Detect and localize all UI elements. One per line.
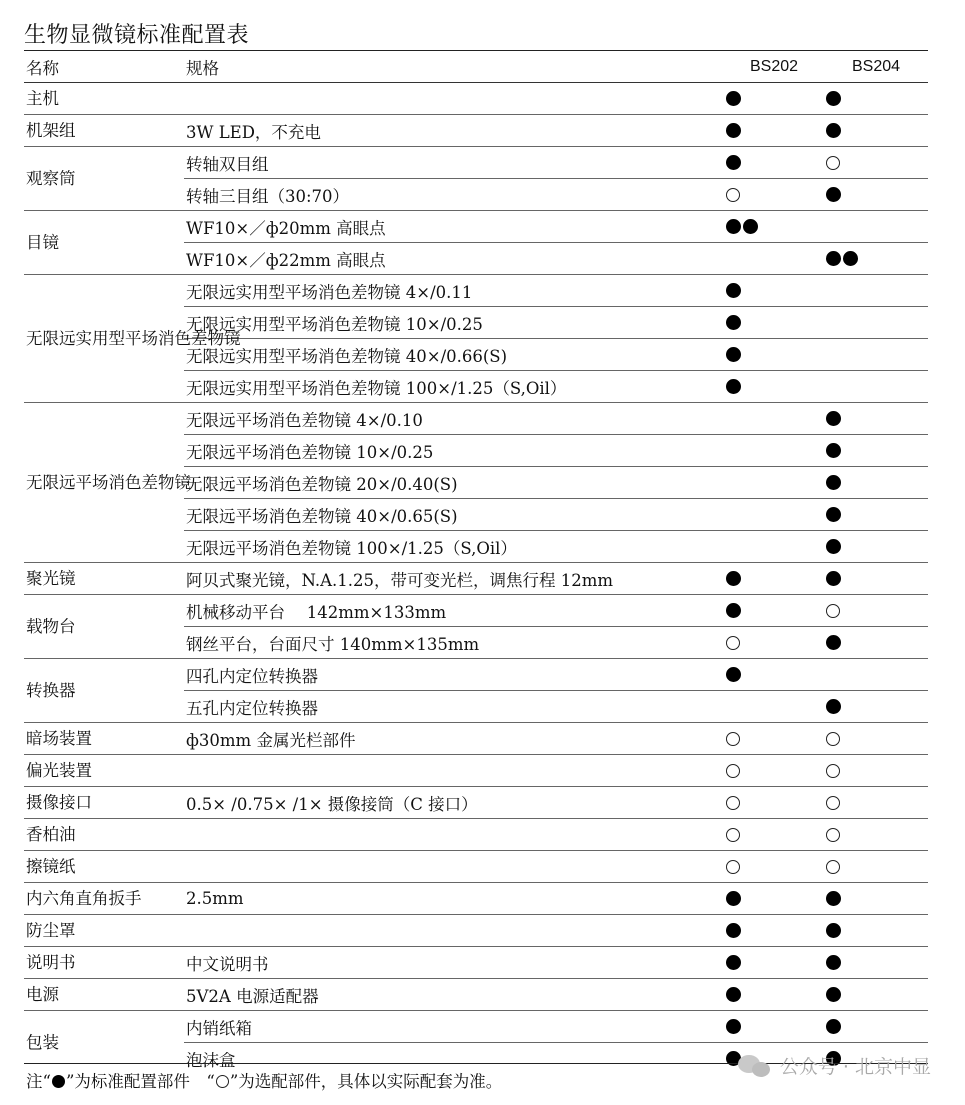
bs204-mark: [824, 851, 928, 883]
standard-dot-icon: [726, 987, 741, 1002]
table-row: [24, 115, 928, 147]
table-header-row: [24, 51, 928, 83]
bs202-mark: [724, 211, 824, 243]
standard-dot-icon: [743, 219, 758, 234]
bs202-mark: [724, 915, 824, 947]
item-spec: 无限远实用型平场消色差物镜 4×/0.11: [184, 275, 724, 307]
item-name: 机架组: [24, 115, 184, 147]
table-row: [24, 723, 928, 755]
bs202-mark: [724, 339, 824, 371]
watermark-text: 公众号 · 北京中显: [779, 1056, 931, 1078]
bs202-mark: [724, 531, 824, 563]
header-spec: 规格: [184, 51, 724, 83]
item-spec: 机械移动平台 142mm×133mm: [184, 595, 724, 627]
table-row: [24, 979, 928, 1011]
bs204-mark: [824, 787, 928, 819]
optional-circle-icon: [726, 764, 740, 778]
item-spec: [184, 755, 724, 787]
standard-dot-icon: [843, 251, 858, 266]
table-row: [24, 755, 928, 787]
bs204-mark: [824, 531, 928, 563]
bs202-mark: [724, 243, 824, 275]
wechat-icon: [738, 1053, 772, 1079]
bs202-mark: [724, 979, 824, 1011]
standard-dot-icon: [826, 91, 841, 106]
standard-dot-icon: [726, 955, 741, 970]
footnote-prefix: 注“: [26, 1072, 51, 1091]
bs204-mark: [824, 819, 928, 851]
optional-circle-icon: [216, 1075, 229, 1088]
standard-dot-icon: [826, 411, 841, 426]
bs202-mark: [724, 755, 824, 787]
table-row: [24, 1011, 928, 1043]
item-spec: 无限远平场消色差物镜 100×/1.25（S,Oil）: [184, 531, 724, 563]
item-name: 说明书: [24, 947, 184, 979]
page-title: 生物显微镜标准配置表: [24, 23, 250, 48]
bs202-mark: [724, 179, 824, 211]
optional-circle-icon: [826, 732, 840, 746]
optional-circle-icon: [826, 604, 840, 618]
item-spec: 3W LED，不充电: [184, 115, 724, 147]
table-row: [24, 275, 928, 307]
standard-dot-icon: [826, 475, 841, 490]
item-spec: 阿贝式聚光镜，N.A.1.25，带可变光栏，调焦行程 12mm: [184, 563, 724, 595]
bs204-mark: [824, 371, 928, 403]
standard-dot-icon: [726, 283, 741, 298]
standard-dot-icon: [826, 123, 841, 138]
item-name: 偏光装置: [24, 755, 184, 787]
item-name: 擦镜纸: [24, 851, 184, 883]
item-spec: [184, 819, 724, 851]
bs202-mark: [724, 499, 824, 531]
bs204-mark: [824, 115, 928, 147]
bs202-mark: [724, 563, 824, 595]
table-row: [24, 595, 928, 627]
item-spec: 转轴三目组（30:70）: [184, 179, 724, 211]
watermark: [738, 1052, 931, 1079]
standard-dot-icon: [726, 379, 741, 394]
bs204-mark: [824, 883, 928, 915]
table-row: [24, 915, 928, 947]
item-spec: 2.5mm: [184, 883, 724, 915]
item-name: 暗场装置: [24, 723, 184, 755]
bs204-mark: [824, 563, 928, 595]
bs202-mark: [724, 115, 824, 147]
bs204-mark: [824, 723, 928, 755]
bs202-mark: [724, 723, 824, 755]
bs202-mark: [724, 819, 824, 851]
header-bs204: BS204: [824, 51, 928, 83]
item-name: 载物台: [24, 595, 184, 659]
standard-dot-icon: [826, 923, 841, 938]
bs204-mark: [824, 627, 928, 659]
item-name: 转换器: [24, 659, 184, 723]
optional-circle-icon: [726, 796, 740, 810]
item-spec: 内销纸箱: [184, 1011, 724, 1043]
bs202-mark: [724, 627, 824, 659]
table-row: [24, 83, 928, 115]
bs204-mark: [824, 211, 928, 243]
item-spec: 无限远实用型平场消色差物镜 100×/1.25（S,Oil）: [184, 371, 724, 403]
item-spec: WF10×／ф22mm 高眼点: [184, 243, 724, 275]
standard-dot-icon: [826, 187, 841, 202]
item-name: 内六角直角扳手: [24, 883, 184, 915]
bs204-mark: [824, 275, 928, 307]
table-row: [24, 947, 928, 979]
bs204-mark: [824, 659, 928, 691]
bs202-mark: [724, 595, 824, 627]
bs204-mark: [824, 691, 928, 723]
item-spec: [184, 915, 724, 947]
bs202-mark: [724, 883, 824, 915]
header-bs202: BS202: [724, 51, 824, 83]
optional-circle-icon: [726, 636, 740, 650]
item-spec: 五孔内定位转换器: [184, 691, 724, 723]
item-spec: 中文说明书: [184, 947, 724, 979]
standard-dot-icon: [726, 219, 741, 234]
item-spec: 无限远实用型平场消色差物镜 10×/0.25: [184, 307, 724, 339]
bs204-mark: [824, 83, 928, 115]
item-name: 摄像接口: [24, 787, 184, 819]
item-name: 香柏油: [24, 819, 184, 851]
item-name: 无限远平场消色差物镜: [24, 403, 184, 563]
bs202-mark: [724, 83, 824, 115]
standard-dot-icon: [826, 1019, 841, 1034]
bs202-mark: [724, 467, 824, 499]
item-spec: 钢丝平台，台面尺寸 140mm×135mm: [184, 627, 724, 659]
standard-dot-icon: [726, 155, 741, 170]
item-spec: 四孔内定位转换器: [184, 659, 724, 691]
bs202-mark: [724, 851, 824, 883]
item-spec: 泡沫盒: [184, 1043, 724, 1075]
bs202-mark: [724, 947, 824, 979]
bs204-mark: [824, 595, 928, 627]
bs202-mark: [724, 371, 824, 403]
item-name: 聚光镜: [24, 563, 184, 595]
item-name: 无限远实用型平场消色差物镜: [24, 275, 184, 403]
header-name: 名称: [24, 51, 184, 83]
standard-dot-icon: [826, 635, 841, 650]
item-spec: 无限远平场消色差物镜 20×/0.40(S): [184, 467, 724, 499]
optional-circle-icon: [826, 764, 840, 778]
item-name: 电源: [24, 979, 184, 1011]
bs202-mark: [724, 787, 824, 819]
bs204-mark: [824, 435, 928, 467]
standard-dot-icon: [726, 923, 741, 938]
standard-dot-icon: [826, 539, 841, 554]
standard-dot-icon: [726, 315, 741, 330]
optional-circle-icon: [726, 732, 740, 746]
footnote: [26, 1068, 502, 1092]
table-row: [24, 883, 928, 915]
bs202-mark: [724, 659, 824, 691]
optional-circle-icon: [826, 156, 840, 170]
table-row: [24, 819, 928, 851]
item-spec: 5V2A 电源适配器: [184, 979, 724, 1011]
optional-circle-icon: [726, 828, 740, 842]
bs204-mark: [824, 947, 928, 979]
standard-dot-icon: [726, 891, 741, 906]
standard-dot-icon: [726, 603, 741, 618]
table-row: [24, 403, 928, 435]
optional-circle-icon: [826, 828, 840, 842]
item-spec: ф30mm 金属光栏部件: [184, 723, 724, 755]
item-spec: 无限远平场消色差物镜 40×/0.65(S): [184, 499, 724, 531]
standard-dot-icon: [826, 507, 841, 522]
optional-circle-icon: [826, 796, 840, 810]
item-spec: 转轴双目组: [184, 147, 724, 179]
standard-dot-icon: [52, 1075, 65, 1088]
bs204-mark: [824, 339, 928, 371]
standard-dot-icon: [826, 443, 841, 458]
bs204-mark: [824, 499, 928, 531]
standard-dot-icon: [826, 699, 841, 714]
bs202-mark: [724, 403, 824, 435]
item-name: 防尘罩: [24, 915, 184, 947]
table-row: [24, 659, 928, 691]
footnote-suffix: ”为选配部件，具体以实际配套为准。: [229, 1072, 503, 1091]
standard-dot-icon: [726, 1019, 741, 1034]
footnote-mid: ”为标准配置部件 “: [65, 1072, 215, 1091]
bs202-mark: [724, 691, 824, 723]
item-name: 目镜: [24, 211, 184, 275]
table-row: [24, 787, 928, 819]
optional-circle-icon: [726, 860, 740, 874]
bs204-mark: [824, 915, 928, 947]
standard-dot-icon: [726, 667, 741, 682]
standard-dot-icon: [826, 955, 841, 970]
standard-dot-icon: [826, 891, 841, 906]
optional-circle-icon: [726, 188, 740, 202]
item-name: 包装: [24, 1011, 184, 1075]
item-name: 观察筒: [24, 147, 184, 211]
standard-dot-icon: [726, 571, 741, 586]
item-spec: WF10×／ф20mm 高眼点: [184, 211, 724, 243]
item-spec: 无限远平场消色差物镜 10×/0.25: [184, 435, 724, 467]
standard-dot-icon: [726, 123, 741, 138]
item-spec: 0.5× /0.75× /1× 摄像接筒（C 接口）: [184, 787, 724, 819]
standard-dot-icon: [826, 987, 841, 1002]
bs202-mark: [724, 307, 824, 339]
standard-dot-icon: [826, 251, 841, 266]
optional-circle-icon: [826, 860, 840, 874]
bs204-mark: [824, 1011, 928, 1043]
table-row: [24, 147, 928, 179]
item-spec: [184, 851, 724, 883]
bs204-mark: [824, 979, 928, 1011]
item-name: 主机: [24, 83, 184, 115]
bs204-mark: [824, 755, 928, 787]
bs202-mark: [724, 275, 824, 307]
bs204-mark: [824, 467, 928, 499]
bs204-mark: [824, 243, 928, 275]
config-table: [24, 51, 928, 1074]
bs202-mark: [724, 1011, 824, 1043]
standard-dot-icon: [826, 571, 841, 586]
bs204-mark: [824, 403, 928, 435]
bs202-mark: [724, 435, 824, 467]
table-row: [24, 563, 928, 595]
table-row: [24, 851, 928, 883]
bs204-mark: [824, 307, 928, 339]
bs204-mark: [824, 147, 928, 179]
table-body: [24, 83, 928, 1075]
item-spec: 无限远平场消色差物镜 4×/0.10: [184, 403, 724, 435]
standard-dot-icon: [726, 347, 741, 362]
item-spec: 无限远实用型平场消色差物镜 40×/0.66(S): [184, 339, 724, 371]
table-row: [24, 211, 928, 243]
item-spec: [184, 83, 724, 115]
standard-dot-icon: [726, 91, 741, 106]
bs204-mark: [824, 179, 928, 211]
bs202-mark: [724, 147, 824, 179]
